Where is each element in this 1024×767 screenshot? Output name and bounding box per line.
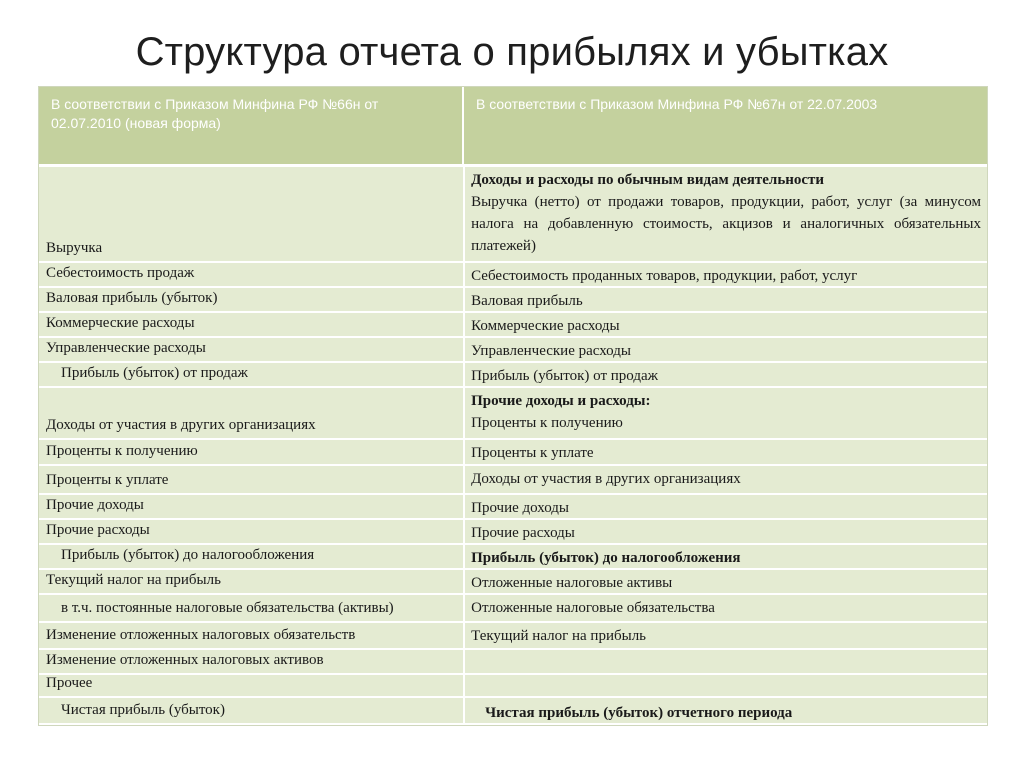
left-row-label: Прочие доходы [46,497,144,513]
left-row-label: Чистая прибыль (убыток) [61,702,225,718]
table-header [39,87,987,167]
header-right: В соответствии с Приказом Минфина РФ №67н от 22.07.2003 [476,96,878,112]
left-row [39,650,463,675]
left-row-label: Прочее [46,675,93,691]
left-row-label: Себестоимость продаж [46,265,195,281]
right-row [465,388,987,440]
comparison-table [38,86,988,726]
right-row [465,545,987,570]
left-row-label: Проценты к уплате [46,472,169,488]
right-row-label: Коммерческие расходы [471,318,620,334]
left-row-label: Прочие расходы [46,522,150,538]
right-row-label: Выручка (нетто) от продажи товаров, продукции, работ, услуг (за минусом налога на добавленную стоимость, акцизов и аналогичных обязательных платежей) [471,194,981,254]
right-row-label: Управленческие расходы [471,343,631,359]
right-row-label: Прибыль (убыток) до налогообложения [471,550,741,566]
right-row [465,675,987,698]
right-row-label: Проценты к получению [471,415,623,431]
left-row-label: Изменение отложенных налоговых активов [46,652,324,668]
left-row [39,167,463,263]
left-row [39,520,463,545]
right-row-label: Чистая прибыль (убыток) отчетного периода [485,705,793,721]
right-row [465,495,987,520]
right-column [465,167,987,725]
left-row-label: Валовая прибыль (убыток) [46,290,218,306]
right-row [465,570,987,595]
right-row-label: Валовая прибыль [471,293,583,309]
right-row [465,466,987,495]
left-row [39,363,463,388]
left-row [39,440,463,466]
right-row [465,338,987,363]
table-body [39,167,987,725]
section-heading: Доходы и расходы по обычным видам деятельности [471,172,825,188]
left-row [39,545,463,570]
left-row [39,388,463,440]
right-row-label: Себестоимость проданных товаров, продукции, работ, услуг [471,268,858,284]
left-row [39,623,463,650]
header-left: В соответствии с Приказом Минфина РФ №66н от 02.07.2010 (новая форма) [39,87,464,164]
right-row [465,440,987,466]
section-heading: Прочие доходы и расходы: [471,393,651,409]
right-row-label: Прочие расходы [471,525,575,541]
right-row-label: Отложенные налоговые активы [471,575,673,591]
left-row-label: Доходы от участия в других организациях [46,417,316,433]
right-row-label: Текущий налог на прибыль [471,628,647,644]
left-row [39,313,463,338]
right-row [465,363,987,388]
page-title: Структура отчета о прибылях и убытках [135,30,889,74]
right-row-label: Проценты к уплате [471,445,594,461]
right-row [465,167,987,263]
left-row [39,570,463,595]
left-row-label: Коммерческие расходы [46,315,195,331]
left-row-label: Прибыль (убыток) до налогообложения [61,547,315,563]
left-row [39,495,463,520]
left-column [39,167,465,725]
right-row [465,650,987,675]
right-row [465,623,987,650]
left-row [39,288,463,313]
left-row [39,595,463,623]
right-row [465,520,987,545]
right-row [465,288,987,313]
left-row [39,698,463,725]
left-row [39,675,463,698]
left-row-label: Изменение отложенных налоговых обязательств [46,627,356,643]
right-row-label: Прибыль (убыток) от продаж [471,368,659,384]
right-row-label: Прочие доходы [471,500,569,516]
left-row-label: Проценты к получению [46,443,198,459]
left-row-label: Текущий налог на прибыль [46,572,221,588]
right-row [465,698,987,725]
left-row-label: Выручка [46,240,103,256]
left-row [39,263,463,288]
right-row-label: Отложенные налоговые обязательства [471,600,715,616]
left-row-label: в т.ч. постоянные налоговые обязательства (активы) [61,600,394,616]
left-row [39,338,463,363]
left-row-label: Прибыль (убыток) от продаж [61,365,248,381]
right-row [465,263,987,288]
right-row-label: Доходы от участия в других организациях [471,471,741,487]
left-row [39,466,463,495]
left-row-label: Управленческие расходы [46,340,206,356]
right-row [465,595,987,623]
right-row [465,313,987,338]
